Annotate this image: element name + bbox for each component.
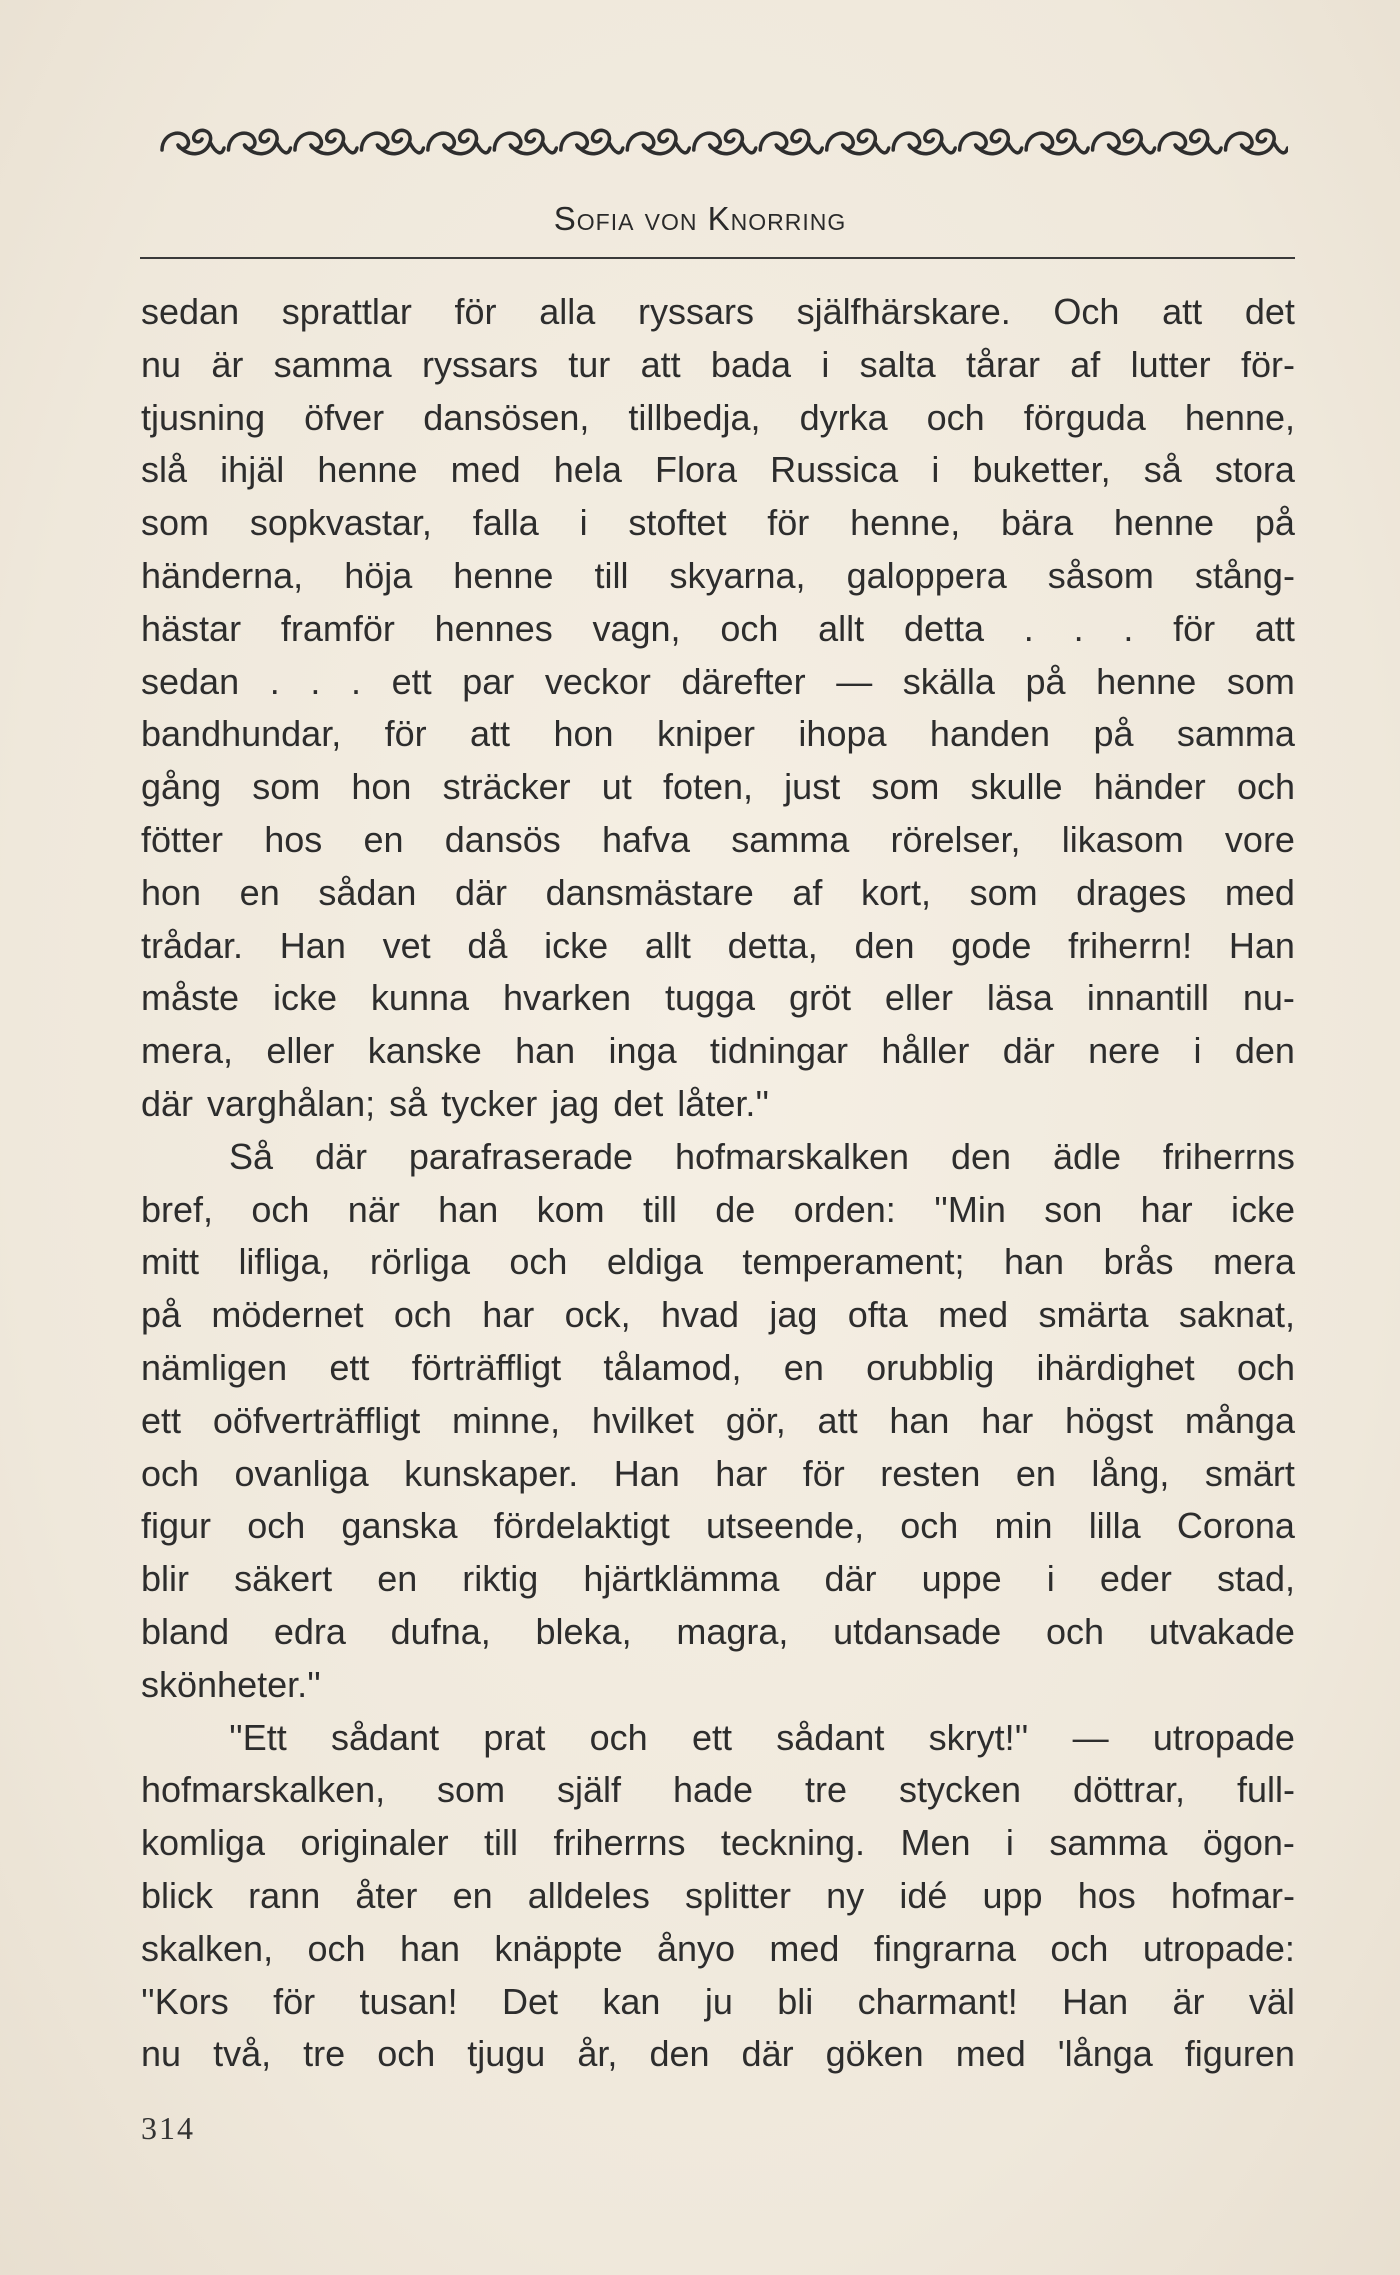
text-line: mera, eller kanske han inga tidningar håller där nere i den: [141, 1030, 1295, 1072]
text-line: skalken, och han knäppte ånyo med fingrarna och utropade:: [141, 1927, 1295, 1969]
text-line: bref, och när han kom till de orden: ''Min son har icke: [141, 1188, 1295, 1230]
text-line: bland edra dufna, bleka, magra, utdansade och utvakade: [141, 1610, 1295, 1652]
text-line: trådar. Han vet då icke allt detta, den gode friherrn! Han: [141, 924, 1295, 966]
text-line: på mödernet och har ock, hvad jag ofta med smärta saknat,: [141, 1294, 1295, 1336]
text-line: hästar framför hennes vagn, och allt detta . . . för att: [141, 607, 1295, 649]
text-line: Så där parafraserade hofmarskalken den ädle friherrns: [229, 1135, 1295, 1177]
text-line: fötter hos en dansös hafva samma rörelser, likasom vore: [141, 818, 1295, 860]
text-line: gång som hon sträcker ut foten, just som skulle händer och: [141, 766, 1295, 808]
text-line: händerna, höja henne till skyarna, galoppera såsom stång-: [141, 554, 1295, 596]
text-line: ''Ett sådant prat och ett sådant skryt!'' — utropade: [229, 1716, 1295, 1758]
text-line: komliga originaler till friherrns teckning. Men i samma ögon-: [141, 1822, 1295, 1864]
page-number: 314: [141, 2110, 195, 2146]
text-line: nu är samma ryssars tur att bada i salta tårar af lutter för-: [141, 343, 1295, 385]
text-line: nu två, tre och tjugu år, den där göken med 'långa figuren: [141, 2033, 1295, 2075]
text-line: bandhundar, för att hon kniper ihopa handen på samma: [141, 713, 1295, 755]
text-line: och ovanliga kunskaper. Han har för resten en lång, smärt: [141, 1452, 1295, 1494]
text-line: tjusning öfver dansösen, tillbedja, dyrka och förguda henne,: [141, 396, 1295, 438]
text-line: måste icke kunna hvarken tugga gröt eller läsa innantill nu-: [141, 977, 1295, 1019]
text-line: nämligen ett förträffligt tålamod, en orubblig ihärdighet och: [141, 1346, 1295, 1388]
text-line: ett oöfverträffligt minne, hvilket gör, att han har högst många: [141, 1399, 1295, 1441]
body-text: [141, 286, 1295, 2081]
text-line: sedan sprattlar för alla ryssars själfhärskare. Och att det: [141, 291, 1295, 332]
text-line: skönheter.'': [141, 1663, 321, 1705]
text-line: mitt lifliga, rörliga och eldiga temperament; han brås mera: [141, 1241, 1295, 1283]
text-line: hon en sådan där dansmästare af kort, som drages med: [141, 871, 1295, 913]
header-rule: [140, 257, 1295, 259]
text-line: ''Kors för tusan! Det kan ju bli charmant! Han är väl: [141, 1980, 1295, 2022]
text-line: som sopkvastar, falla i stoftet för henne, bära henne på: [141, 502, 1295, 544]
text-line: sedan . . . ett par veckor därefter — skälla på henne som: [141, 660, 1295, 702]
text-line: hofmarskalken, som själf hade tre stycken döttrar, full-: [141, 1769, 1295, 1811]
text-line: figur och ganska fördelaktigt utseende, och min lilla Corona: [141, 1505, 1295, 1547]
text-line: blir säkert en riktig hjärtklämma där uppe i eder stad,: [141, 1558, 1295, 1600]
text-line: slå ihjäl henne med hela Flora Russica i buketter, så stora: [141, 449, 1295, 491]
text-line: blick rann åter en alldeles splitter ny idé upp hos hofmar-: [141, 1874, 1295, 1916]
text-line: där varghålan; så tycker jag det låter.'': [141, 1082, 770, 1124]
running-head: Sofia von Knorring: [553, 200, 847, 237]
ornamental-border: [158, 118, 1288, 172]
